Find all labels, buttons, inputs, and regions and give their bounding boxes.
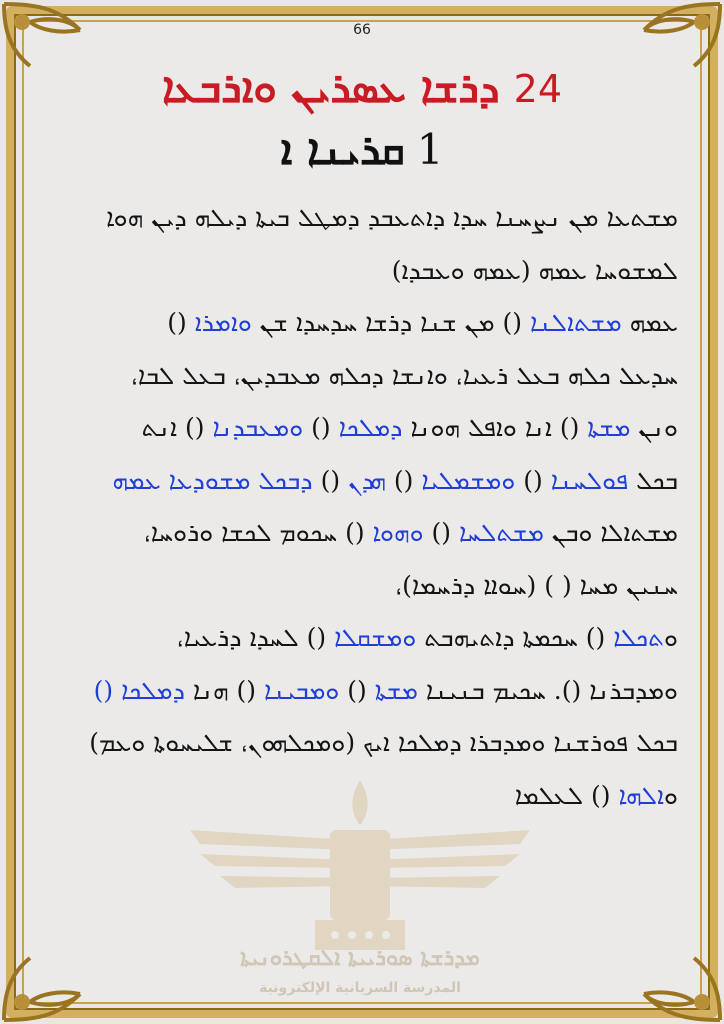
- text-segment: ܘܢܢ: [630, 413, 678, 442]
- highlighted-word: ܡܫܬܐܠܢܐ: [529, 308, 622, 337]
- text-line: [38, 507, 678, 560]
- reading-subtitle: [0, 118, 724, 182]
- text-line: [38, 770, 678, 823]
- text-segment: (): [303, 413, 339, 442]
- highlighted-word: ܡܫܬܐ: [374, 675, 418, 705]
- text-segment: () ܠܥܠܡܐ: [514, 780, 619, 810]
- text-segment: () ܚܟܡܬܐ ܕܐܬܝܗܒܬ: [416, 623, 614, 652]
- lesson-number: 24: [513, 67, 562, 111]
- text-line: [38, 665, 678, 718]
- highlighted-word: ܗܕܢ: [348, 465, 386, 495]
- lesson-title: [0, 56, 724, 121]
- text-line: [38, 192, 678, 245]
- text-segment: (): [312, 465, 349, 495]
- ornament-corner-bottom-left: [0, 954, 150, 1024]
- highlighted-word: ܘܗܘܐ: [372, 518, 424, 547]
- text-line: [38, 717, 678, 770]
- text-segment: (): [339, 675, 375, 705]
- text-segment: ܘ: [664, 623, 678, 652]
- text-segment: ܥܡܗ: [621, 308, 678, 337]
- highlighted-word: ܘܡܫܩܠܐ: [334, 623, 417, 652]
- ornament-corner-bottom-right: [574, 954, 724, 1024]
- text-segment: (): [167, 308, 195, 337]
- highlighted-word: ܐܠܗܐ: [618, 780, 665, 810]
- text-segment: ܘ: [664, 780, 678, 810]
- text-line: [38, 245, 678, 298]
- text-segment: () ܚܟܘܡ ܠܟܫܐ ܘܪܘܚܐ،: [143, 518, 373, 547]
- text-segment: () ܡܢ ܫܢܐ ܕܪܫܐ ܚܕܚܕܐ ܫܢ: [251, 308, 530, 337]
- text-segment: ܒܟܠ: [628, 465, 678, 495]
- text-segment: ܡܫܬܥܐ ܡܢ ܢܨܚܢܐ ܚܕܐ ܕܐܬܥܒܕ ܕܡܛܠ ܒܝܬܐ ܕܝܠܗ ܕܝܢ ܗܘܐ: [106, 203, 678, 232]
- text-segment: (): [515, 465, 551, 495]
- text-segment: () ܠܚܕܐ ܕܪܥܝܐ،: [176, 623, 335, 652]
- highlighted-word: ܕܡܠܟܐ: [338, 413, 403, 442]
- watermark-syriac-name: ܡܕܪܫܬܐ ܣܘܪܝܝܬܐ ܐܠܩܛܪܘܢܝܬܐ: [240, 945, 480, 971]
- text-segment: () ܐܢܐ ܘܐܦܠ ܗܘܢܐ: [402, 413, 588, 442]
- text-line: [38, 455, 678, 508]
- text-segment: ܚܕܥܠ ܟܠܗ ܒܥܠ ܪܥܝܐ، ܘܐܢܫܐ ܕܟܠܗ ܡܥܒܕܝܢ، ܒܥܠ ܠܒܐ،: [130, 360, 678, 390]
- reading-number: 1: [416, 125, 444, 174]
- watermark-arabic-name: المدرسة السريانية الإلكترونية: [259, 980, 461, 996]
- text-line: [38, 350, 678, 403]
- text-segment: (): [423, 518, 460, 547]
- reading-subtitle-text: ܩܪܝܢܐ ܐ: [280, 125, 405, 174]
- text-segment: () ܗܢܐ: [184, 675, 264, 705]
- text-segment: ܘܡܕܒܪܢܐ (). ܚܟܝܡ ܒܢܝܢܐ: [417, 675, 678, 705]
- highlighted-word: ܕܡܠܟܐ (): [93, 675, 185, 705]
- text-segment: ܚܢܝܢ ܡܚܐ ( ) (ܚܘܐܐ ܕܪܚܡܐ)،: [395, 570, 678, 600]
- reading-body: [38, 192, 678, 822]
- page-number: 66: [353, 22, 371, 38]
- text-segment: ܠܡܫܘܚܐ ܥܡܗ (ܥܡܗ ܘܥܒܕܐ): [391, 255, 678, 285]
- text-line: [38, 612, 678, 665]
- highlighted-word: ܘܡܫܡܠܝܐ: [421, 465, 516, 495]
- highlighted-word: ܡܫܬܠܚܐ: [459, 518, 544, 547]
- lesson-title-text: ܕܪܫܐ ܥܣܪܝܢ ܘܐܪܒܥܐ: [161, 63, 500, 112]
- text-line: [38, 297, 678, 350]
- text-line: [38, 402, 678, 455]
- highlighted-word: ܬܟܠܐ: [613, 623, 665, 652]
- highlighted-word: ܕܒܟܠ ܡܫܘܕܥܐ ܥܡܗ: [112, 465, 313, 495]
- highlighted-word: ܘܡܒܝܢܐ: [264, 675, 340, 705]
- text-line: [38, 560, 678, 613]
- text-segment: (): [385, 465, 422, 495]
- highlighted-word: ܡܫܬܐ: [587, 413, 631, 442]
- text-segment: ܡܫܬܐܠܐ ܘܒܢ: [543, 518, 678, 547]
- highlighted-word: ܦܘܠܚܢܐ: [550, 465, 629, 495]
- text-segment: () ܐܢܬ: [141, 413, 213, 442]
- highlighted-word: ܘܐܡܪܐ: [194, 308, 252, 337]
- highlighted-word: ܘܡܥܒܕܢܐ: [212, 413, 304, 442]
- text-segment: ܒܟܠ ܦܘܪܫܢܐ ܘܡܕܒܪܐ ܕܡܠܟܐ ܐܝܟ (ܘܡܟܠܗܘܢ، ܫܠܝܚܘܬܐ ܘܥܡ): [89, 728, 678, 757]
